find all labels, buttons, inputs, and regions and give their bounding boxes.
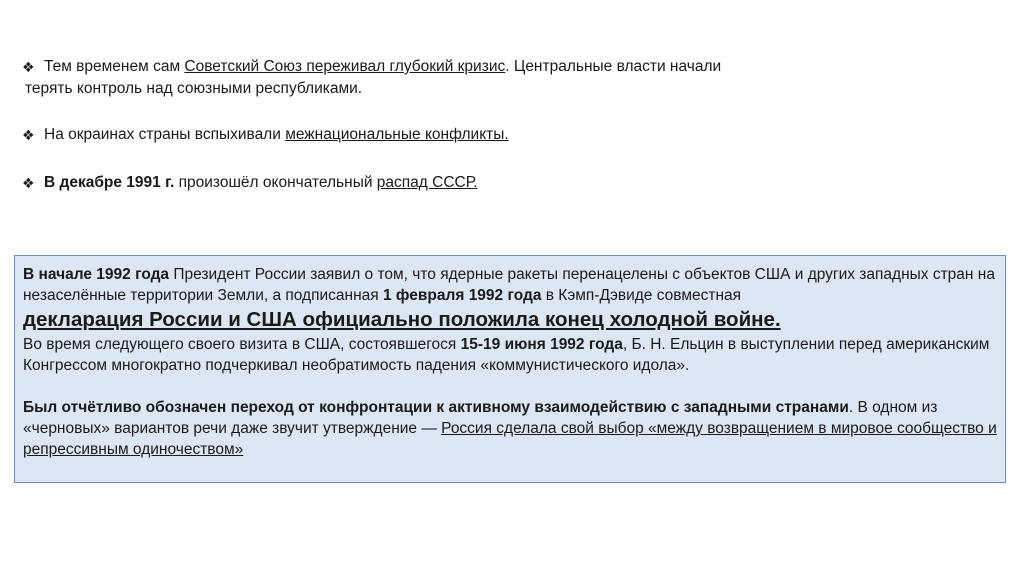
paragraph-text: Во время следующего своего визита в США, состоявшегося [23,336,461,353]
bullet-link[interactable]: распад СССР. [376,174,478,191]
diamond-bullet-icon: ❖ [22,127,35,143]
quote-link[interactable]: Россия сделала свой выбор «между возвращением в мировое сообщество и репрессивным одиночеством» [23,420,997,458]
declaration-headline: декларация России и США официально положила конец холодной войне. [23,308,781,331]
bullet-ussr-collapse [22,172,822,194]
bullet-bold-date: В декабре 1991 г. [44,174,175,191]
bold-date: 15-19 июня 1992 года [460,336,623,353]
paragraph-text: Президент России заявил о том, что ядерные ракеты перенацелены с объектов США и других западных стран на незаселённые территории Земли, а подписанная [23,266,995,304]
paragraph-text: , Б. Н. Ельцин в выступлении перед американским Конгрессом многократно подчеркивал необратимость падения «коммунистического идола». [23,336,990,374]
diamond-bullet-icon: ❖ [22,175,35,191]
bold-date: 1 февраля 1992 года [382,287,542,304]
paragraph-transition [23,397,997,460]
spacer [23,376,997,397]
bullet-soviet-crisis [22,56,822,100]
bold-date: В начале 1992 года [23,266,170,283]
bullet-text: На окраинах страны вспыхивали [44,126,286,143]
bullet-text: . Центральные власти начали [505,58,722,75]
bold-statement: Был отчётливо обозначен переход от конфронтации к активному взаимодействию с западными странами [23,399,849,416]
paragraph-text: . В одном из «черновых» вариантов речи даже звучит утверждение — [23,399,938,437]
bullet-text: произошёл окончательный [174,174,377,191]
diamond-bullet-icon: ❖ [22,59,35,75]
bullet-text-continued: терять контроль над союзными республиками. [25,80,363,97]
bullet-ethnic-conflicts [22,124,822,146]
bullet-list [22,56,822,194]
paragraph-text: в Кэмп-Дэвиде совместная [541,287,742,304]
paragraph-1992 [23,264,997,306]
paragraph-visit [23,334,997,376]
bullet-link[interactable]: межнациональные конфликты. [285,126,509,143]
bullet-link[interactable]: Советский Союз переживал глубокий кризис [184,58,506,75]
info-box [14,255,1006,483]
bullet-text: Тем временем сам [44,58,185,75]
